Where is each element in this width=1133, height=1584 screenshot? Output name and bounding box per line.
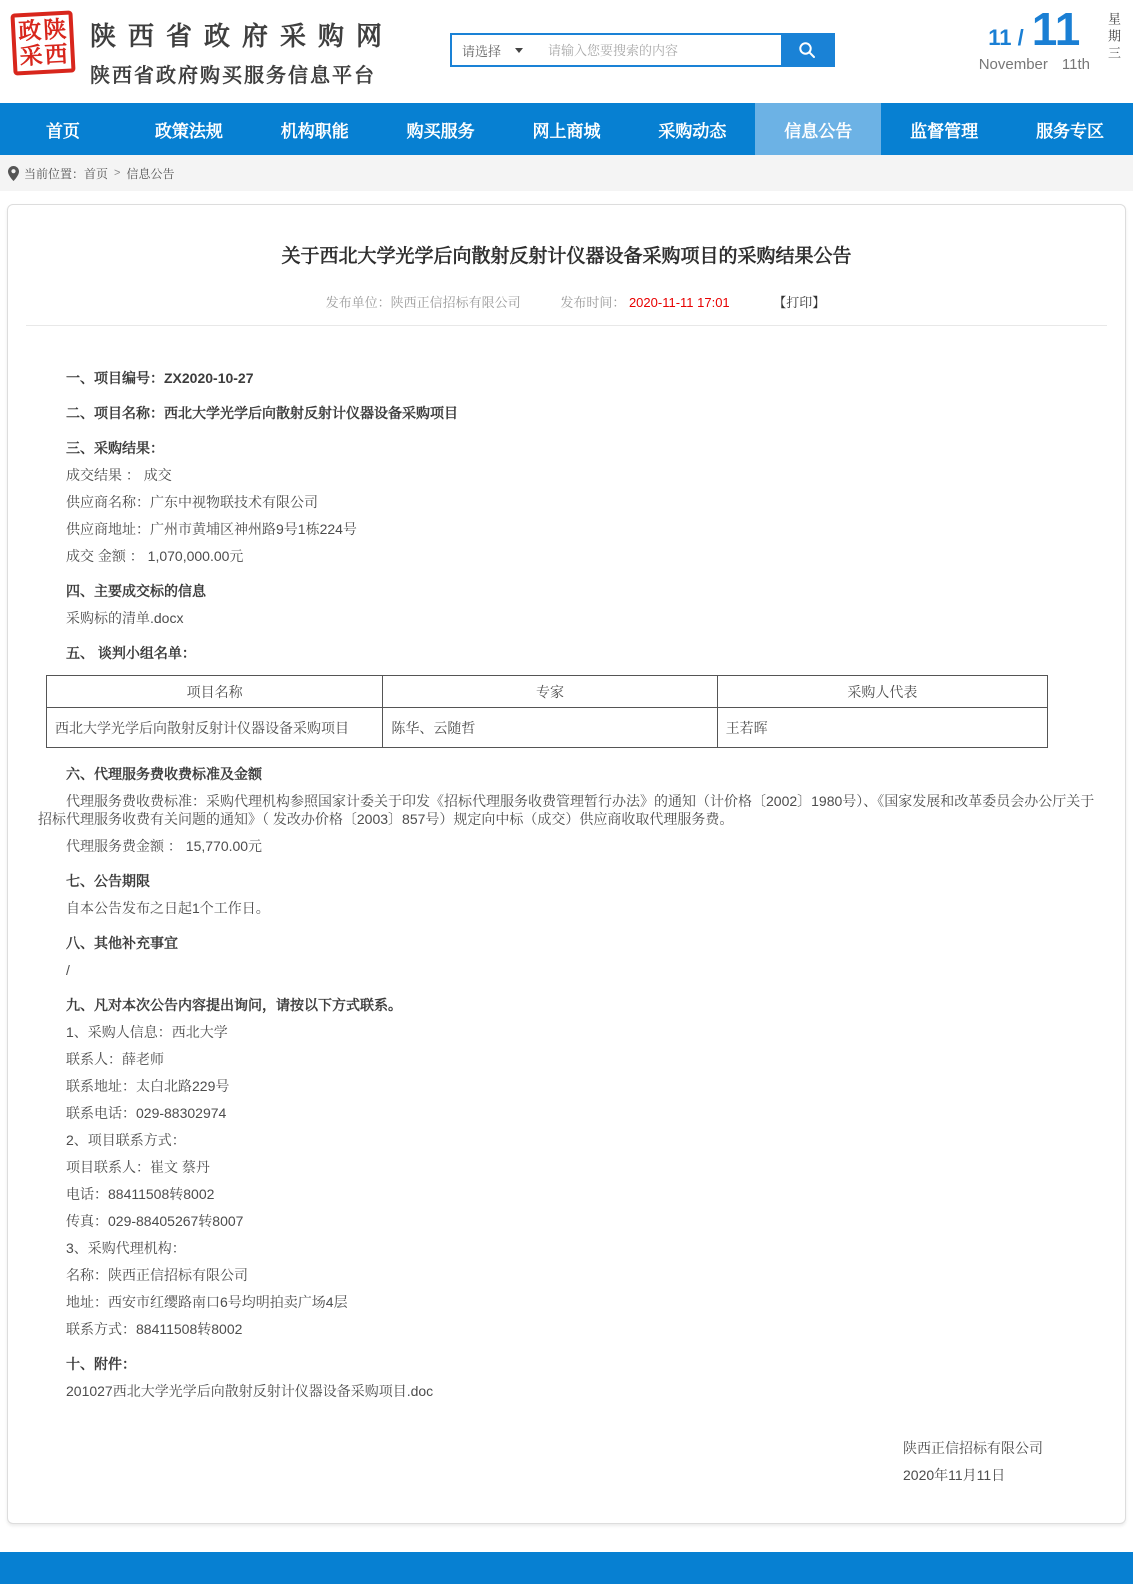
nav-item-functions[interactable]: 机构职能 — [280, 121, 349, 141]
site-subtitle: 陕西省政府购买服务信息平台 — [90, 65, 376, 87]
date-day: 11 — [1031, 3, 1081, 55]
paragraph-agency-section: 3、采购代理机构： — [66, 1240, 186, 1256]
article-meta — [26, 292, 1107, 326]
paragraph-agency-contact: 联系方式：88411508转8002 — [66, 1321, 243, 1337]
signature-date: 2020年11月11日 — [903, 1467, 1006, 1483]
paragraph-deal-result: 成交结果 ： 成交 — [66, 467, 172, 483]
cell-purchaser-rep: 王若晖 — [717, 708, 1047, 748]
paragraph-supplier-address: 供应商地址：广州市黄埔区神州路9号1栋224号 — [66, 521, 357, 537]
main-nav — [0, 103, 1133, 155]
article-header — [8, 205, 1125, 326]
site-name: 陕西省政府采购网 — [90, 21, 395, 51]
seal-char: 政 — [17, 17, 43, 45]
section-heading-1: 一、项目编号：ZX2020-10-27 — [66, 370, 254, 386]
nav-item-purchase-services[interactable]: 购买服务 — [406, 121, 475, 141]
date-weekday: 星期三 — [1106, 12, 1121, 63]
paragraph-announcement-period: 自本公告发布之日起1个工作日。 — [66, 900, 270, 916]
site-logo — [12, 12, 394, 88]
section-heading-8: 八、其他补充事宜 — [66, 935, 178, 951]
search-icon — [798, 41, 816, 59]
attachment-link-doc[interactable]: 201027西北大学光学后向散射反射计仪器设备采购项目.doc — [66, 1383, 434, 1399]
nav-item-service-zone[interactable]: 服务专区 — [1036, 121, 1105, 141]
search-category-select[interactable] — [452, 35, 540, 65]
breadcrumb-home-link[interactable]: 首页 — [84, 166, 109, 181]
section-heading-10: 十、附件： — [66, 1356, 136, 1372]
attachment-link-docx[interactable]: 采购标的清单.docx — [66, 610, 184, 626]
footer-bar — [0, 1552, 1133, 1584]
page-header — [0, 0, 1133, 103]
paragraph-agency-fee-standard: 代理服务费收费标准：采购代理机构参照国家计委关于印发《招标代理服务收费管理暂行办法》的通知（计价格〔2002〕1980号）、《国家发展和改革委员会办公厅关于招标代理服务收费有关问题的通知》（ 发改办价格〔2003〕857号）规定向中标（成交）供应商收取代理服务费。 — [38, 793, 1095, 827]
paragraph-supplier-name: 供应商名称：广东中视物联技术有限公司 — [66, 494, 318, 510]
section-heading-6: 六、代理服务费收费标准及金额 — [66, 766, 262, 782]
breadcrumb-separator: > — [114, 167, 121, 179]
paragraph-contact-person: 联系人：薛老师 — [66, 1051, 164, 1067]
section-heading-9: 九、凡对本次公告内容提出询问，请按以下方式联系。 — [66, 997, 402, 1013]
section-heading-7: 七、公告期限 — [66, 873, 150, 889]
location-pin-icon — [8, 166, 19, 181]
section-heading-3: 三、采购结果： — [66, 440, 164, 456]
paragraph-contact-address: 联系地址：太白北路229号 — [66, 1078, 230, 1094]
publish-time-info — [560, 295, 733, 310]
col-header-purchaser-rep: 采购人代表 — [717, 676, 1047, 708]
paragraph-project-contact: 2、项目联系方式： — [66, 1132, 186, 1148]
seal-logo-icon — [10, 10, 75, 75]
seal-char: 陕 — [42, 15, 67, 43]
nav-item-online-mall[interactable]: 网上商城 — [532, 121, 601, 141]
search-box — [450, 33, 835, 67]
breadcrumb-current[interactable]: 信息公告 — [126, 166, 175, 181]
date-month: 11 / — [988, 25, 1024, 50]
nav-item-announcements[interactable]: 信息公告 — [755, 103, 881, 155]
publish-time-label: 发布时间： — [560, 295, 626, 310]
paragraph-project-phone: 电话：88411508转8002 — [66, 1186, 215, 1202]
nav-item-supervision[interactable]: 监督管理 — [910, 121, 979, 141]
cell-project-name: 西北大学光学后向散射反射计仪器设备采购项目 — [47, 708, 383, 748]
paragraph-agency-fee-amount: 代理服务费金额 ： 15,770.00元 — [66, 838, 263, 854]
paragraph-agency-address: 地址：西安市红缨路南口6号均明拍卖广场4层 — [66, 1294, 348, 1310]
signature-company: 陕西正信招标有限公司 — [903, 1440, 1043, 1456]
section-heading-5: 五、 谈判小组名单： — [66, 645, 196, 661]
chevron-down-icon — [515, 48, 523, 53]
paragraph-purchaser-info: 1、采购人信息：西北大学 — [66, 1024, 228, 1040]
page-title: 关于西北大学光学后向散射反射计仪器设备采购项目的采购结果公告 — [281, 246, 852, 267]
col-header-experts: 专家 — [383, 676, 717, 708]
search-button[interactable] — [781, 35, 833, 65]
breadcrumb-prefix: 当前位置： — [24, 166, 85, 181]
search-input[interactable] — [540, 35, 781, 65]
signature-block — [38, 1430, 1095, 1493]
table-row — [47, 708, 1048, 748]
table-header-row — [47, 676, 1048, 708]
article-body — [8, 326, 1125, 1493]
seal-char: 西 — [43, 40, 69, 68]
date-month-name: November — [978, 55, 1048, 73]
date-widget — [978, 3, 1123, 92]
paragraph-agency-name: 名称：陕西正信招标有限公司 — [66, 1267, 248, 1283]
date-block — [978, 3, 1090, 73]
paragraph-other-matters: / — [66, 962, 70, 978]
section-heading-4: 四、主要成交标的信息 — [66, 583, 206, 599]
search-category-label: 请选择 — [462, 43, 502, 59]
announcement-card — [7, 204, 1126, 1524]
negotiation-panel-table — [46, 675, 1048, 748]
nav-item-procurement-news[interactable]: 采购动态 — [658, 121, 727, 141]
nav-item-home[interactable]: 首页 — [45, 121, 80, 141]
publish-time-value: 2020-11-11 17:01 — [628, 295, 730, 310]
site-title-block — [90, 12, 394, 88]
breadcrumb — [0, 155, 1133, 191]
paragraph-deal-amount: 成交 金额 ： 1,070,000.00元 — [66, 548, 244, 564]
paragraph-project-contact-person: 项目联系人：崔文 蔡丹 — [66, 1159, 210, 1175]
col-header-project-name: 项目名称 — [47, 676, 383, 708]
seal-char: 采 — [18, 42, 44, 70]
section-heading-2: 二、项目名称：西北大学光学后向散射反射计仪器设备采购项目 — [66, 405, 458, 421]
paragraph-project-fax: 传真：029-88405267转8007 — [66, 1213, 244, 1229]
publisher-info: 发布单位：陕西正信招标有限公司 — [325, 295, 521, 310]
print-button[interactable]: 【打印】 — [773, 295, 826, 310]
date-day-ordinal: 11th — [1061, 55, 1090, 73]
nav-item-policies[interactable]: 政策法规 — [154, 121, 223, 141]
paragraph-contact-phone: 联系电话：029-88302974 — [66, 1105, 227, 1121]
cell-experts: 陈华、云随哲 — [383, 708, 717, 748]
